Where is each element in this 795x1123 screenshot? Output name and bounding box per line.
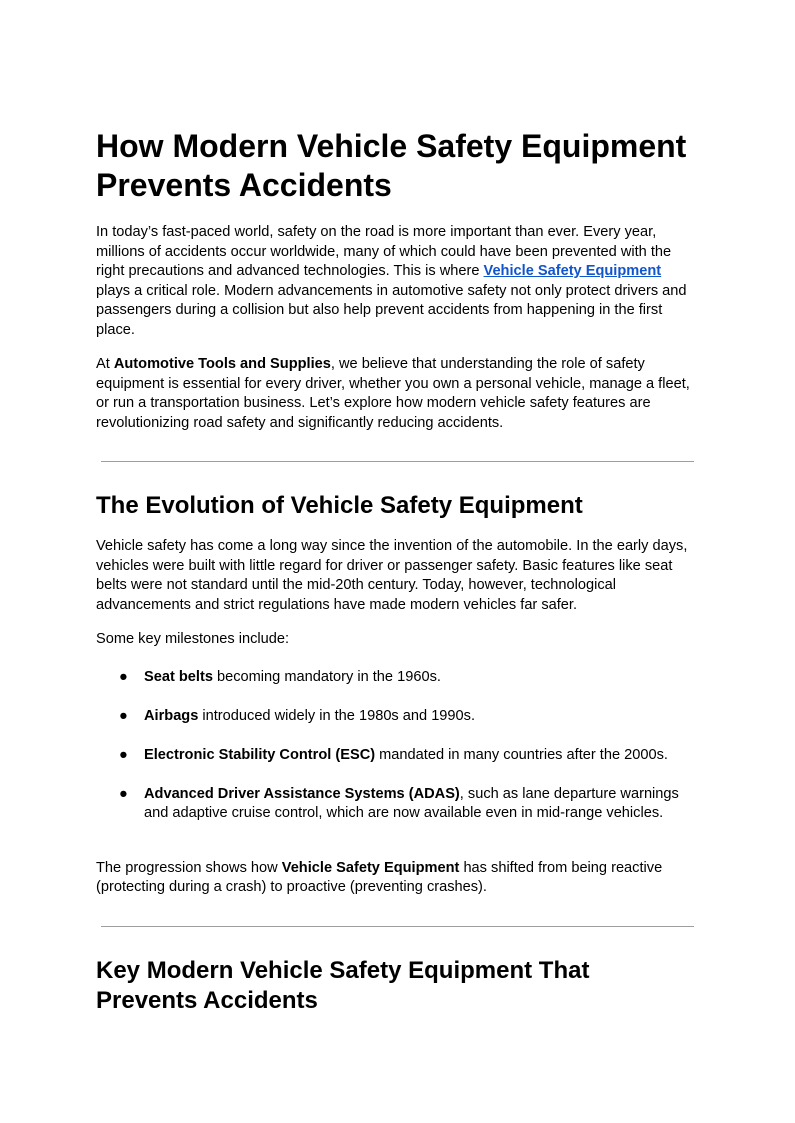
evolution-paragraph-1: Vehicle safety has come a long way since the invention of the automobile. In the early days, vehicles were built with little regard for driver or passenger safety. Basic features like seat belts were not standard until the mid-20th century. Today, however, technological advancements and strict regulations have made modern vehicles far safer. — [96, 538, 688, 613]
milestone-name: Airbags — [144, 707, 199, 724]
bullet-icon: ● — [119, 746, 128, 763]
list-item — [96, 746, 696, 766]
intro-p1-text-end: plays a critical role. Modern advancements in automotive safety not only protect drivers and passengers during a collision but also help prevent accidents from happening in the first place. — [96, 282, 687, 338]
intro-p1-text-start: In today’s fast-paced world, safety on the road is more important than ever. Every year, millions of accidents occur worldwide, many of which could have been prevented with the right precautions and advanced technologies. This is where — [96, 224, 672, 279]
company-name: Automotive Tools and Supplies — [113, 356, 331, 372]
evolution-paragraph-2: Some key milestones include: — [96, 631, 290, 647]
page-title: How Modern Vehicle Safety Equipment Prevents Accidents — [96, 128, 687, 203]
document-page — [96, 127, 696, 1016]
milestone-name: Seat belts — [144, 668, 213, 685]
milestone-description: introduced widely in the 1980s and 1990s. — [198, 707, 476, 724]
milestone-name: Electronic Stability Control (ESC) — [144, 746, 376, 763]
evolution-p3-text-end: has shifted from being reactive (protecting during a crash) to proactive (preventing crashes). — [96, 859, 663, 895]
section-divider-1 — [101, 461, 694, 462]
evolution-p3-text-start: The progression shows how — [96, 859, 282, 876]
milestones-list — [96, 668, 696, 824]
milestone-description: becoming mandatory in the 1960s. — [212, 668, 441, 685]
list-item — [96, 785, 696, 824]
intro-paragraph-1 — [96, 223, 696, 340]
bullet-icon: ● — [119, 707, 128, 724]
vehicle-safety-equipment-link[interactable]: Vehicle Safety Equipment — [483, 263, 662, 279]
vehicle-safety-equipment-bold: Vehicle Safety Equipment — [281, 859, 460, 876]
intro-p2-text-end: , we believe that understanding the role of safety equipment is essential for every driver, whether you own a personal vehicle, manage a fleet, or run a transportation business. Let’s explore how modern vehicle safety features are revolutionizing road safety and significantly reducing accidents. — [96, 356, 690, 431]
list-item — [96, 668, 696, 688]
milestone-description: , such as lane departure warnings and adaptive cruise control, which are now available even in mid-range vehicles. — [144, 785, 679, 821]
intro-p2-text-start: At — [96, 356, 114, 372]
section-heading-evolution: The Evolution of Vehicle Safety Equipment — [96, 492, 583, 519]
intro-paragraph-2 — [96, 355, 696, 433]
milestone-name: Advanced Driver Assistance Systems (ADAS) — [144, 785, 460, 802]
milestone-description: mandated in many countries after the 2000s. — [375, 746, 668, 763]
section-heading-key-equipment: Key Modern Vehicle Safety Equipment That Prevents Accidents — [96, 956, 590, 1014]
list-item — [96, 707, 696, 727]
bullet-icon: ● — [119, 785, 128, 802]
bullet-icon: ● — [119, 668, 128, 685]
section-divider-2 — [101, 926, 694, 927]
evolution-paragraph-3 — [96, 859, 696, 898]
